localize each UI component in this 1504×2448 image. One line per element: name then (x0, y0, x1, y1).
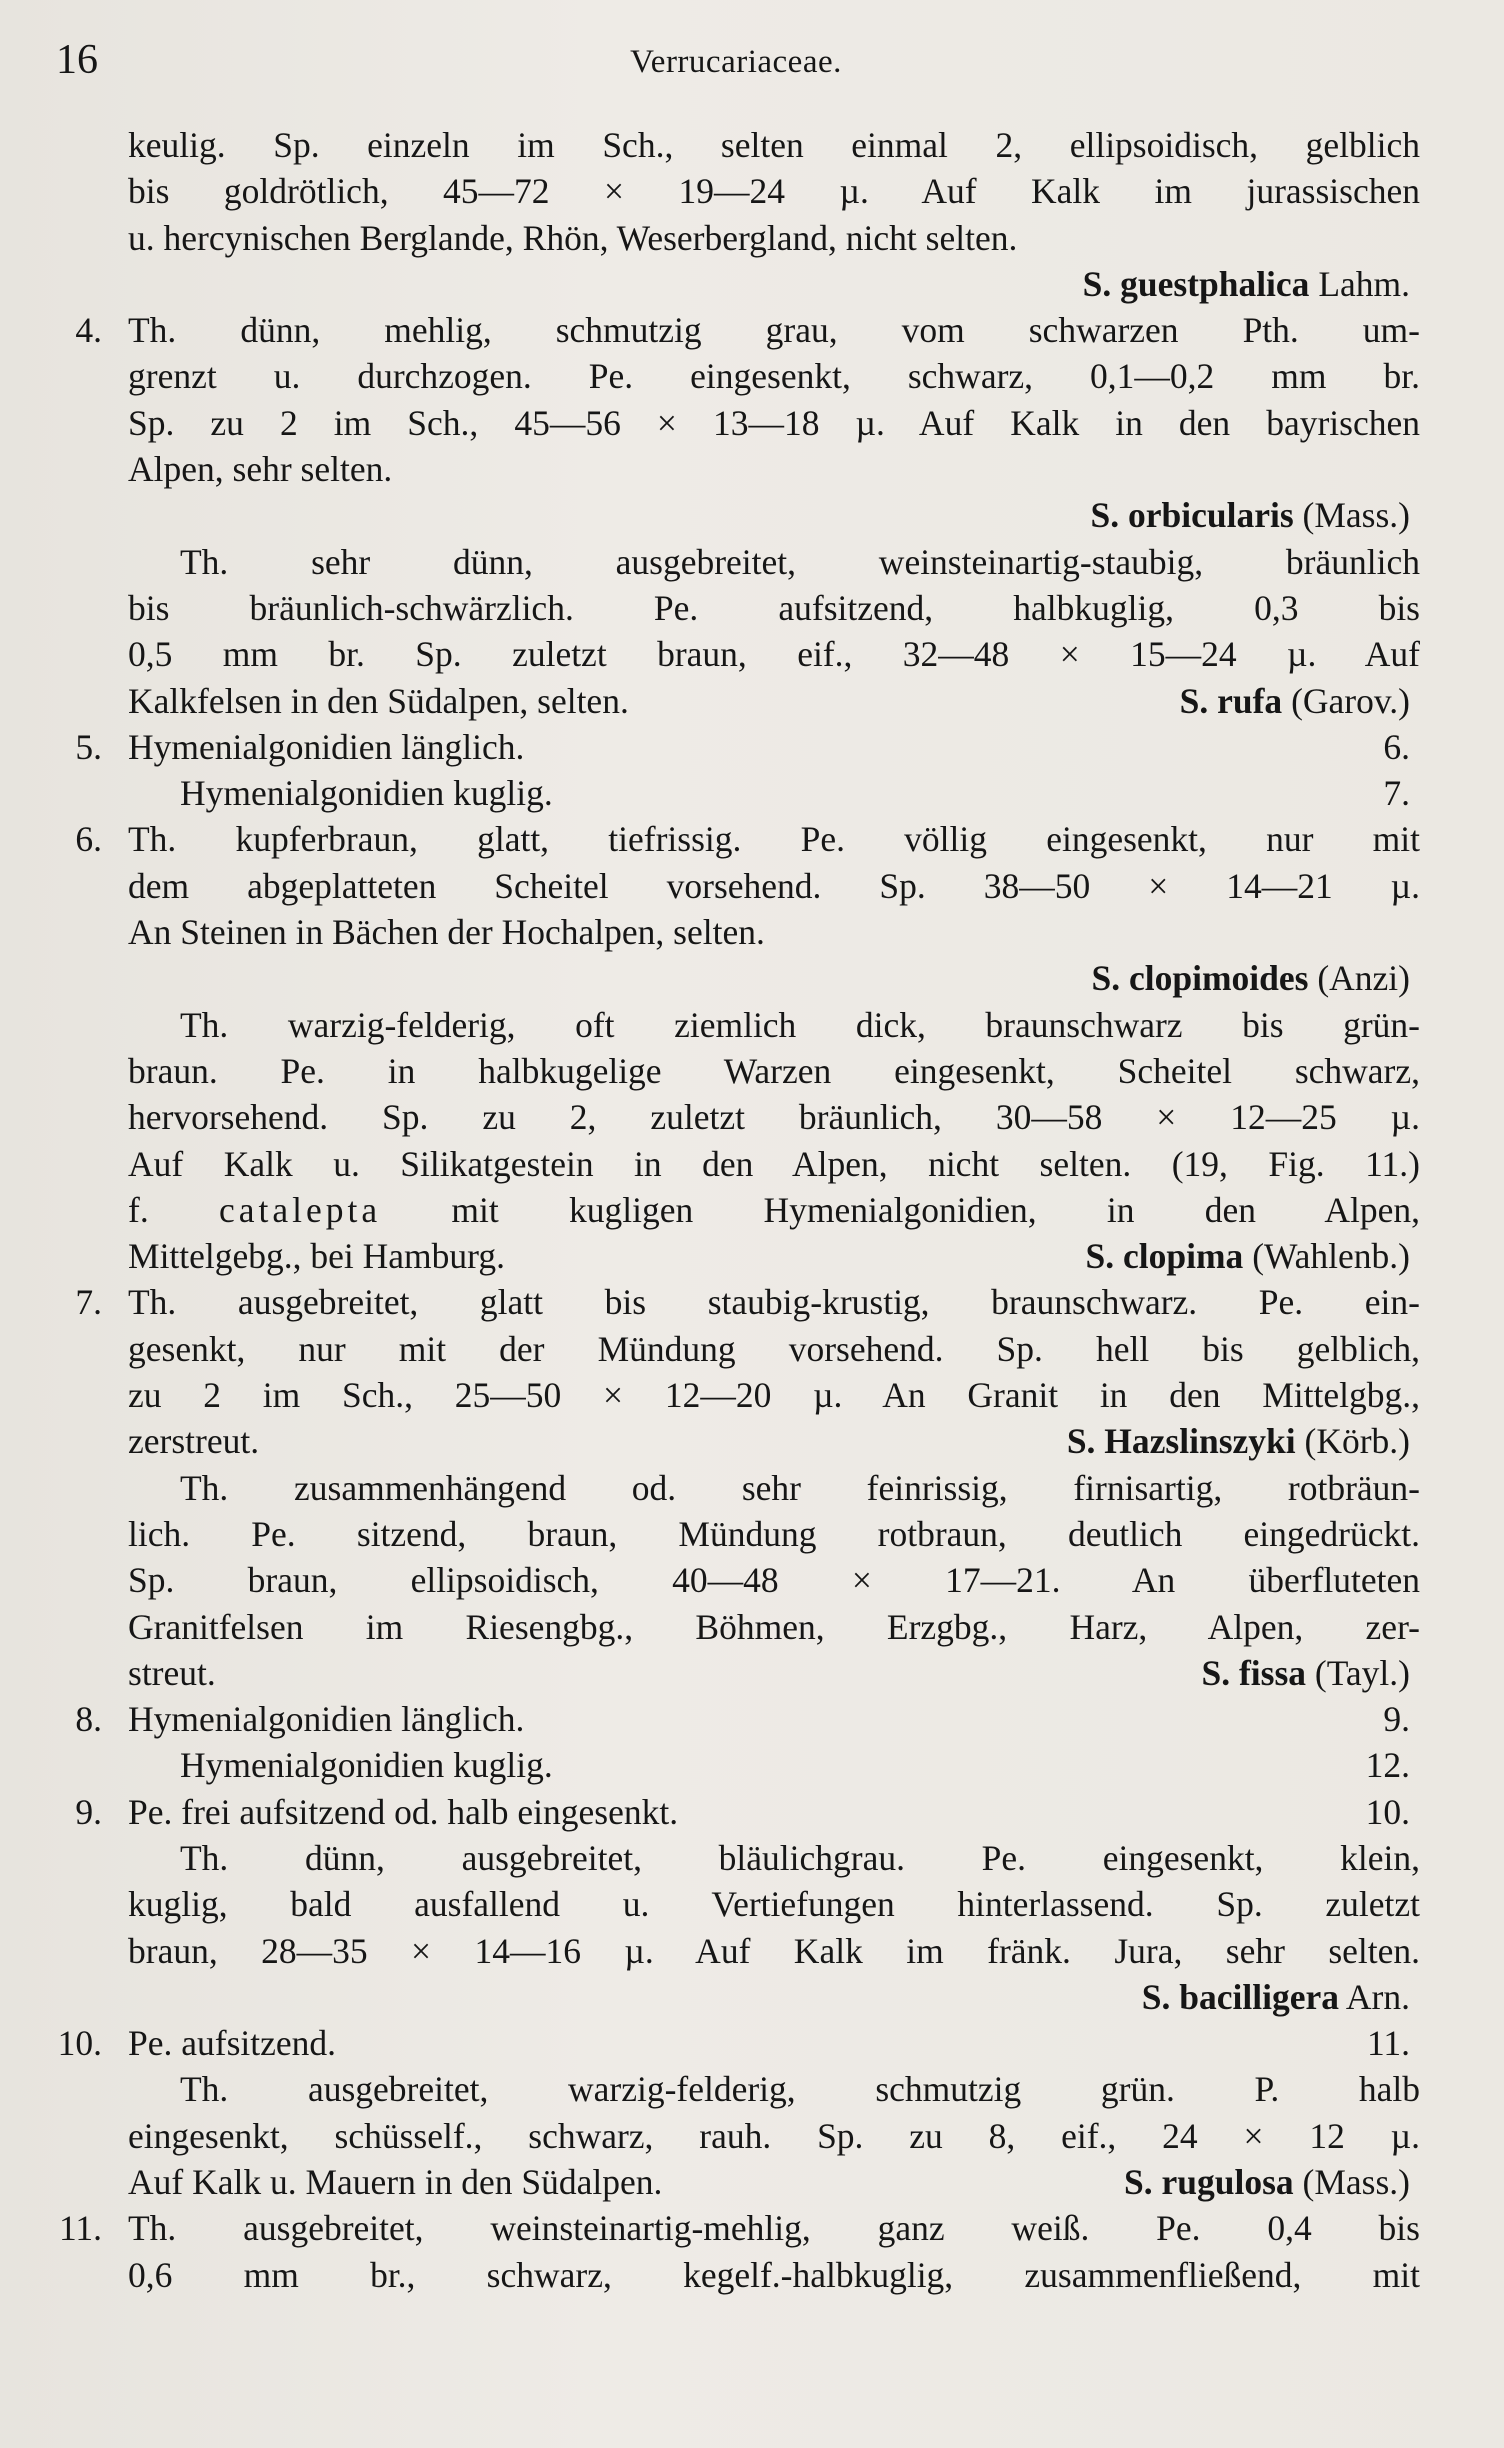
text-line (40, 1187, 1420, 1233)
line-text: zerstreut. (128, 1421, 260, 1462)
page-number: 16 (56, 37, 98, 83)
text-line (40, 1881, 1420, 1927)
text-line (40, 1326, 1420, 1372)
text-line (40, 1418, 1420, 1464)
text-line (40, 446, 1420, 492)
key-number: 11. (58, 2208, 102, 2249)
species-name: S. Hazslinszyki (1066, 1421, 1296, 1462)
line-text: grenzt u. durchzogen. Pe. eingesenkt, schwarz, 0,1—0,2 mm br. (128, 356, 1420, 397)
text-line (40, 1696, 1420, 1742)
line-text: f. catalepta mit kugligen Hymenialgonidien, in den Alpen, (128, 1189, 1420, 1230)
species-name-line (1091, 955, 1410, 1001)
species-name: S. clopimoides (1091, 958, 1309, 999)
line-text: 0,6 mm br., schwarz, kegelf.-halbkuglig, zusammenfließend, mit (128, 2254, 1420, 2295)
form-name: catalepta (218, 1189, 382, 1230)
species-name-line (1180, 678, 1410, 724)
text-line (40, 678, 1420, 724)
text-line (40, 724, 1420, 770)
text-line (40, 1279, 1420, 1325)
text-line (40, 1233, 1420, 1279)
line-text: braun. Pe. in halbkugelige Warzen eingesenkt, Scheitel schwarz, (128, 1050, 1420, 1091)
line-text: u. hercynischen Berglande, Rhön, Weserbergland, nicht selten. (128, 217, 1018, 258)
text-line (40, 1094, 1420, 1140)
line-text: eingesenkt, schüsself., schwarz, rauh. Sp. zu 8, eif., 24 × 12 µ. (128, 2115, 1420, 2156)
species-name: S. bacilligera (1141, 1976, 1339, 2017)
line-text: Th. warzig-felderig, oft ziemlich dick, braunschwarz bis grün- (180, 1004, 1420, 1045)
line-text: zu 2 im Sch., 25—50 × 12—20 µ. An Granit in den Mittelgbg., (128, 1375, 1420, 1416)
species-name-line (1086, 1233, 1410, 1279)
line-text: bis goldrötlich, 45—72 × 19—24 µ. Auf Kalk im jurassischen (128, 171, 1420, 212)
key-number: 10. (57, 2023, 102, 2064)
key-number: 5. (75, 726, 102, 767)
line-text: Hymenialgonidien länglich. (128, 726, 525, 767)
key-reference: 11. (1366, 2023, 1410, 2064)
key-number: 8. (75, 1699, 102, 1740)
text-line (40, 2066, 1420, 2112)
text-line (40, 863, 1420, 909)
line-text: Sp. braun, ellipsoidisch, 40—48 × 17—21. An überfluteten (128, 1560, 1420, 1601)
key-number: 4. (75, 310, 102, 351)
line-text: streut. (128, 1652, 216, 1693)
text-line (40, 2252, 1420, 2298)
key-reference: 9. (1383, 1699, 1410, 1740)
line-text: Sp. zu 2 im Sch., 45—56 × 13—18 µ. Auf Kalk in den bayrischen (128, 402, 1420, 443)
text-line (40, 909, 1420, 955)
line-text: Hymenialgonidien kuglig. (180, 1745, 553, 1786)
line-text: Th. zusammenhängend od. sehr feinrissig, firnisartig, rotbräun- (180, 1467, 1420, 1508)
page-header (56, 36, 1416, 92)
line-text: Th. kupferbraun, glatt, tiefrissig. Pe. völlig eingesenkt, nur mit (128, 819, 1420, 860)
text-line (40, 1928, 1420, 1974)
text-line (40, 1141, 1420, 1187)
line-text: Th. dünn, mehlig, schmutzig grau, vom schwarzen Pth. um- (128, 310, 1420, 351)
line-text: Th. ausgebreitet, warzig-felderig, schmutzig grün. P. halb (180, 2069, 1420, 2110)
species-name: S. rugulosa (1123, 2162, 1294, 2203)
species-name: S. guestphalica (1082, 263, 1310, 304)
key-reference: 6. (1383, 726, 1410, 767)
text-line (40, 2113, 1420, 2159)
text-line (40, 1372, 1420, 1418)
text-line (40, 1974, 1420, 2020)
text-line (40, 1789, 1420, 1835)
line-text: An Steinen in Bächen der Hochalpen, selten. (128, 912, 765, 953)
key-reference: 12. (1365, 1745, 1410, 1786)
line-text: Th. dünn, ausgebreitet, bläulichgrau. Pe. eingesenkt, klein, (180, 1837, 1420, 1878)
species-name-line (1201, 1650, 1410, 1696)
line-text: bis bräunlich-schwärzlich. Pe. aufsitzend, halbkuglig, 0,3 bis (128, 587, 1420, 628)
line-text: kuglig, bald ausfallend u. Vertiefungen hinterlassend. Sp. zuletzt (128, 1884, 1420, 1925)
text-line (40, 1465, 1420, 1511)
text-line (40, 1048, 1420, 1094)
species-name: S. orbicularis (1090, 495, 1294, 536)
line-text: Hymenialgonidien länglich. (128, 1699, 525, 1740)
text-line (40, 1650, 1420, 1696)
species-name: S. rufa (1179, 680, 1283, 721)
text-line (40, 1511, 1420, 1557)
line-text: Mittelgebg., bei Hamburg. (128, 1236, 505, 1277)
key-reference: 7. (1383, 773, 1410, 814)
species-name-line (1090, 492, 1410, 538)
line-text: Pe. frei aufsitzend od. halb eingesenkt. (128, 1791, 679, 1832)
text-line (40, 168, 1420, 214)
species-name-line (1142, 1974, 1410, 2020)
line-text: Alpen, sehr selten. (128, 449, 393, 490)
text-line (40, 122, 1420, 168)
line-text: Th. ausgebreitet, glatt bis staubig-krustig, braunschwarz. Pe. ein- (128, 1282, 1420, 1323)
key-number: 9. (75, 1791, 102, 1832)
text-line (40, 261, 1420, 307)
species-author: (Tayl.) (1306, 1652, 1410, 1693)
text-line (40, 770, 1420, 816)
line-text: Hymenialgonidien kuglig. (180, 773, 553, 814)
species-author: (Mass.) (1293, 2162, 1410, 2203)
species-author: (Mass.) (1293, 495, 1410, 536)
text-line (40, 1835, 1420, 1881)
line-text: dem abgeplatteten Scheitel vorsehend. Sp. 38—50 × 14—21 µ. (128, 865, 1420, 906)
text-line (40, 307, 1420, 353)
species-author: (Körb.) (1295, 1421, 1410, 1462)
species-name-line (1124, 2159, 1410, 2205)
text-line (40, 492, 1420, 538)
species-name: S. clopima (1085, 1236, 1244, 1277)
line-text: 0,5 mm br. Sp. zuletzt braun, eif., 32—48 × 15—24 µ. Auf (128, 634, 1420, 675)
text-line (40, 539, 1420, 585)
text-line (40, 1742, 1420, 1788)
line-text: gesenkt, nur mit der Mündung vorsehend. Sp. hell bis gelblich, (128, 1328, 1420, 1369)
running-title: Verrucariaceae. (630, 44, 842, 80)
line-text: Th. sehr dünn, ausgebreitet, weinsteinartig-staubig, bräunlich (180, 541, 1420, 582)
species-name-line (1083, 261, 1410, 307)
text-line (40, 1002, 1420, 1048)
line-text: Auf Kalk u. Silikatgestein in den Alpen, nicht selten. (19, Fig. 11.) (128, 1143, 1420, 1184)
species-author: (Garov.) (1282, 680, 1410, 721)
text-line (40, 955, 1420, 1001)
key-text (40, 122, 1420, 2298)
text-line (40, 631, 1420, 677)
species-author: (Anzi) (1308, 958, 1410, 999)
text-line (40, 585, 1420, 631)
text-line (40, 1604, 1420, 1650)
text-line (40, 2159, 1420, 2205)
species-author: (Wahlenb.) (1243, 1236, 1410, 1277)
line-text: Th. ausgebreitet, weinsteinartig-mehlig, ganz weiß. Pe. 0,4 bis (128, 2208, 1420, 2249)
line-text: Kalkfelsen in den Südalpen, selten. (128, 680, 629, 721)
line-text: lich. Pe. sitzend, braun, Mündung rotbraun, deutlich eingedrückt. (128, 1513, 1420, 1554)
species-name-line (1067, 1418, 1410, 1464)
species-name: S. fissa (1201, 1652, 1307, 1693)
text-line (40, 215, 1420, 261)
line-text: keulig. Sp. einzeln im Sch., selten einmal 2, ellipsoidisch, gelblich (128, 125, 1420, 165)
text-line (40, 400, 1420, 446)
line-text: Auf Kalk u. Mauern in den Südalpen. (128, 2162, 663, 2203)
key-number: 7. (75, 1282, 102, 1323)
text-line (40, 2205, 1420, 2251)
text-line (40, 816, 1420, 862)
key-number: 6. (75, 819, 102, 860)
line-text: Granitfelsen im Riesengbg., Böhmen, Erzgbg., Harz, Alpen, zer- (128, 1606, 1420, 1647)
text-line (40, 1557, 1420, 1603)
species-author: Arn. (1339, 1976, 1410, 2017)
key-reference: 10. (1365, 1791, 1410, 1832)
species-author: Lahm. (1309, 263, 1410, 304)
line-text: braun, 28—35 × 14—16 µ. Auf Kalk im fränk. Jura, sehr selten. (128, 1930, 1420, 1971)
text-line (40, 2020, 1420, 2066)
text-line (40, 353, 1420, 399)
line-text: hervorsehend. Sp. zu 2, zuletzt bräunlich, 30—58 × 12—25 µ. (128, 1097, 1420, 1138)
line-text: Pe. aufsitzend. (128, 2023, 337, 2064)
